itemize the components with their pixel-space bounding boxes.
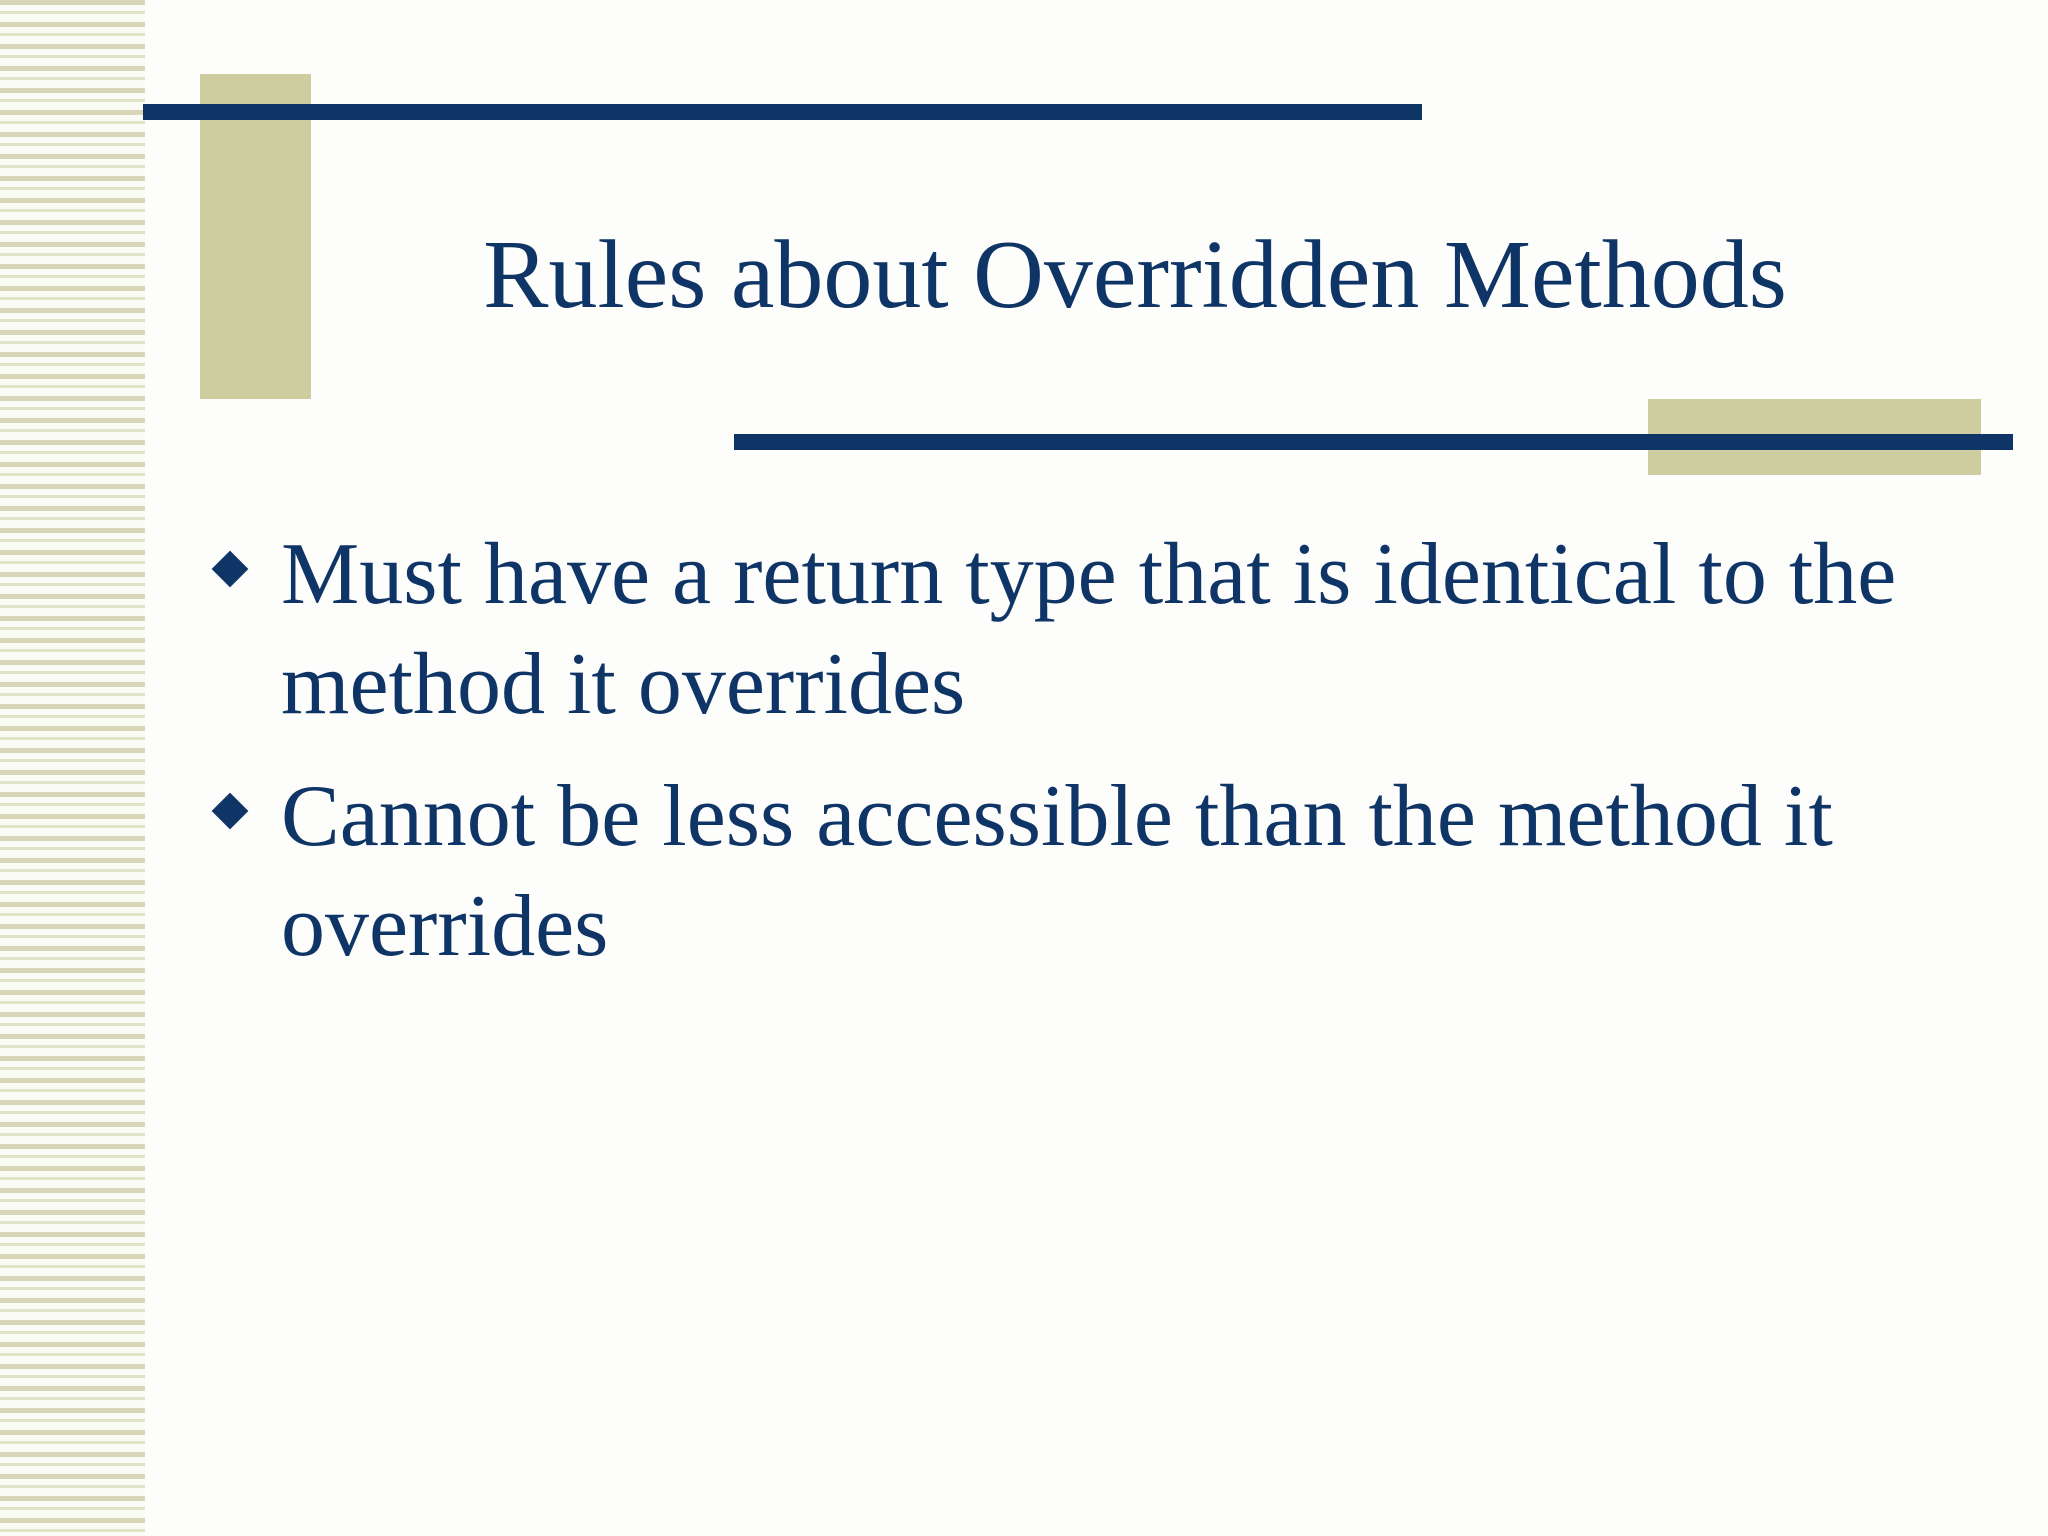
title-rule-bottom — [734, 434, 2013, 450]
title-rule-top — [143, 104, 1422, 120]
diamond-bullet-icon — [212, 793, 249, 830]
accent-block-top-left — [200, 74, 311, 399]
striped-side-band — [0, 0, 145, 1536]
bullet-text: Cannot be less accessible than the method it overrides — [281, 768, 1833, 975]
bullet-text: Must have a return type that is identical to the method it overrides — [281, 526, 1897, 733]
bullet-item — [205, 762, 1935, 982]
bullet-list — [205, 520, 1935, 1004]
bullet-item — [205, 520, 1935, 740]
diamond-bullet-icon — [212, 551, 249, 588]
slide-title: Rules about Overridden Methods — [483, 221, 1787, 329]
